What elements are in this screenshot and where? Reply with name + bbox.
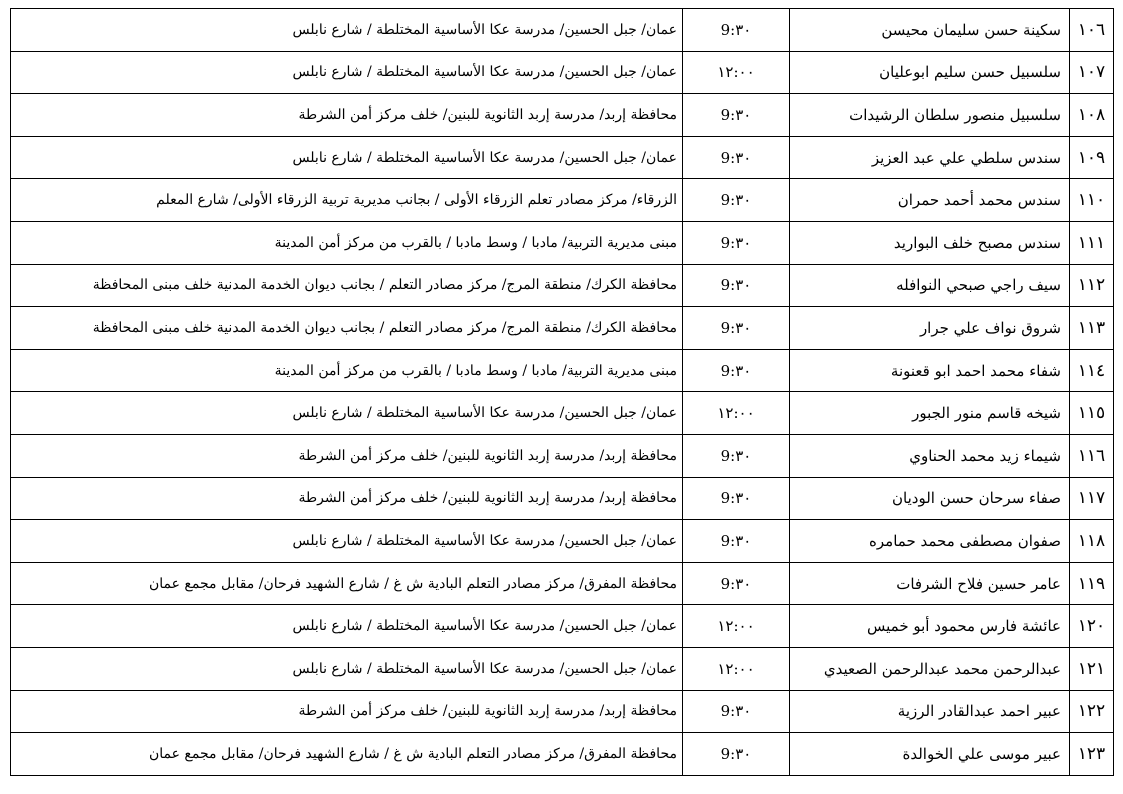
table-row [11, 349, 1114, 392]
person-name-cell: شيماء زيد محمد الحناوي [790, 434, 1070, 477]
exam-time-cell: 9:٣٠ [683, 221, 790, 264]
row-number-cell: ١٢٠ [1070, 605, 1114, 648]
exam-location-cell: عمان/ جبل الحسين/ مدرسة عكا الأساسية المختلطة / شارع نابلس [11, 605, 683, 648]
table-row [11, 434, 1114, 477]
table-row [11, 690, 1114, 733]
exam-location-cell: عمان/ جبل الحسين/ مدرسة عكا الأساسية المختلطة / شارع نابلس [11, 392, 683, 435]
table-row [11, 392, 1114, 435]
exam-time-cell: ١٢:٠٠ [683, 392, 790, 435]
row-number-cell: ١١٣ [1070, 307, 1114, 350]
exam-time-cell: ١٢:٠٠ [683, 647, 790, 690]
exam-time-cell: 9:٣٠ [683, 562, 790, 605]
exam-location-cell: عمان/ جبل الحسين/ مدرسة عكا الأساسية المختلطة / شارع نابلس [11, 136, 683, 179]
row-number-cell: ١٠٨ [1070, 94, 1114, 137]
exam-location-cell: عمان/ جبل الحسين/ مدرسة عكا الأساسية المختلطة / شارع نابلس [11, 51, 683, 94]
person-name-cell: شروق نواف علي جرار [790, 307, 1070, 350]
row-number-cell: ١١٠ [1070, 179, 1114, 222]
table-row [11, 307, 1114, 350]
row-number-cell: ١٠٦ [1070, 9, 1114, 52]
person-name-cell: شفاء محمد احمد ابو قعنونة [790, 349, 1070, 392]
person-name-cell: عامر حسين فلاح الشرفات [790, 562, 1070, 605]
row-number-cell: ١٠٧ [1070, 51, 1114, 94]
person-name-cell: عبدالرحمن محمد عبدالرحمن الصعيدي [790, 647, 1070, 690]
exam-location-cell: محافظة إربد/ مدرسة إربد الثانوية للبنين/ خلف مركز أمن الشرطة [11, 94, 683, 137]
exam-time-cell: 9:٣٠ [683, 434, 790, 477]
row-number-cell: ١٠٩ [1070, 136, 1114, 179]
person-name-cell: شيخه قاسم منور الجبور [790, 392, 1070, 435]
document-page [10, 8, 1113, 776]
exam-location-cell: محافظة إربد/ مدرسة إربد الثانوية للبنين/ خلف مركز أمن الشرطة [11, 434, 683, 477]
person-name-cell: سندس مصبح خلف البواريد [790, 221, 1070, 264]
exam-location-cell: عمان/ جبل الحسين/ مدرسة عكا الأساسية المختلطة / شارع نابلس [11, 647, 683, 690]
exam-location-cell: محافظة الكرك/ منطقة المرج/ مركز مصادر التعلم / بجانب ديوان الخدمة المدنية خلف مبنى المحافظة [11, 307, 683, 350]
exam-location-cell: الزرقاء/ مركز مصادر تعلم الزرقاء الأولى / بجانب مديرية تربية الزرقاء الأولى/ شارع المعلم [11, 179, 683, 222]
exam-time-cell: 9:٣٠ [683, 264, 790, 307]
table-row [11, 477, 1114, 520]
exam-time-cell: ١٢:٠٠ [683, 605, 790, 648]
candidates-table [10, 8, 1114, 776]
table-row [11, 94, 1114, 137]
exam-time-cell: 9:٣٠ [683, 733, 790, 776]
exam-location-cell: محافظة الكرك/ منطقة المرج/ مركز مصادر التعلم / بجانب ديوان الخدمة المدنية خلف مبنى المحافظة [11, 264, 683, 307]
row-number-cell: ١١٥ [1070, 392, 1114, 435]
person-name-cell: عائشة فارس محمود أبو خميس [790, 605, 1070, 648]
exam-time-cell: 9:٣٠ [683, 477, 790, 520]
row-number-cell: ١٢٣ [1070, 733, 1114, 776]
row-number-cell: ١١٦ [1070, 434, 1114, 477]
row-number-cell: ١٢٢ [1070, 690, 1114, 733]
person-name-cell: عبير احمد عبدالقادر الرزية [790, 690, 1070, 733]
person-name-cell: سندس محمد أحمد حمران [790, 179, 1070, 222]
table-row [11, 647, 1114, 690]
exam-time-cell: 9:٣٠ [683, 690, 790, 733]
person-name-cell: عبير موسى علي الخوالدة [790, 733, 1070, 776]
row-number-cell: ١١٧ [1070, 477, 1114, 520]
row-number-cell: ١١٢ [1070, 264, 1114, 307]
exam-location-cell: عمان/ جبل الحسين/ مدرسة عكا الأساسية المختلطة / شارع نابلس [11, 520, 683, 563]
table-body [11, 9, 1114, 776]
exam-time-cell: 9:٣٠ [683, 520, 790, 563]
exam-time-cell: 9:٣٠ [683, 179, 790, 222]
exam-location-cell: محافظة المفرق/ مركز مصادر التعلم البادية ش غ / شارع الشهيد فرحان/ مقابل مجمع عمان [11, 562, 683, 605]
exam-location-cell: محافظة المفرق/ مركز مصادر التعلم البادية ش غ / شارع الشهيد فرحان/ مقابل مجمع عمان [11, 733, 683, 776]
exam-time-cell: 9:٣٠ [683, 349, 790, 392]
exam-time-cell: ١٢:٠٠ [683, 51, 790, 94]
person-name-cell: سلسبيل منصور سلطان الرشيدات [790, 94, 1070, 137]
person-name-cell: سلسبيل حسن سليم ابوعليان [790, 51, 1070, 94]
table-row [11, 733, 1114, 776]
person-name-cell: سندس سلطي علي عبد العزيز [790, 136, 1070, 179]
table-row [11, 605, 1114, 648]
table-row [11, 179, 1114, 222]
row-number-cell: ١٢١ [1070, 647, 1114, 690]
exam-time-cell: 9:٣٠ [683, 136, 790, 179]
exam-time-cell: 9:٣٠ [683, 94, 790, 137]
person-name-cell: صفاء سرحان حسن الوديان [790, 477, 1070, 520]
row-number-cell: ١١١ [1070, 221, 1114, 264]
table-row [11, 51, 1114, 94]
person-name-cell: صفوان مصطفى محمد حمامره [790, 520, 1070, 563]
exam-location-cell: محافظة إربد/ مدرسة إربد الثانوية للبنين/ خلف مركز أمن الشرطة [11, 690, 683, 733]
row-number-cell: ١١٨ [1070, 520, 1114, 563]
table-row [11, 9, 1114, 52]
exam-location-cell: محافظة إربد/ مدرسة إربد الثانوية للبنين/ خلف مركز أمن الشرطة [11, 477, 683, 520]
exam-time-cell: 9:٣٠ [683, 9, 790, 52]
table-row [11, 264, 1114, 307]
table-row [11, 136, 1114, 179]
row-number-cell: ١١٩ [1070, 562, 1114, 605]
exam-location-cell: مبنى مديرية التربية/ مادبا / وسط مادبا / بالقرب من مركز أمن المدينة [11, 221, 683, 264]
exam-time-cell: 9:٣٠ [683, 307, 790, 350]
table-row [11, 520, 1114, 563]
table-row [11, 221, 1114, 264]
exam-location-cell: مبنى مديرية التربية/ مادبا / وسط مادبا / بالقرب من مركز أمن المدينة [11, 349, 683, 392]
exam-location-cell: عمان/ جبل الحسين/ مدرسة عكا الأساسية المختلطة / شارع نابلس [11, 9, 683, 52]
table-row [11, 562, 1114, 605]
person-name-cell: سكينة حسن سليمان محيسن [790, 9, 1070, 52]
person-name-cell: سيف راجي صبحي النوافله [790, 264, 1070, 307]
row-number-cell: ١١٤ [1070, 349, 1114, 392]
